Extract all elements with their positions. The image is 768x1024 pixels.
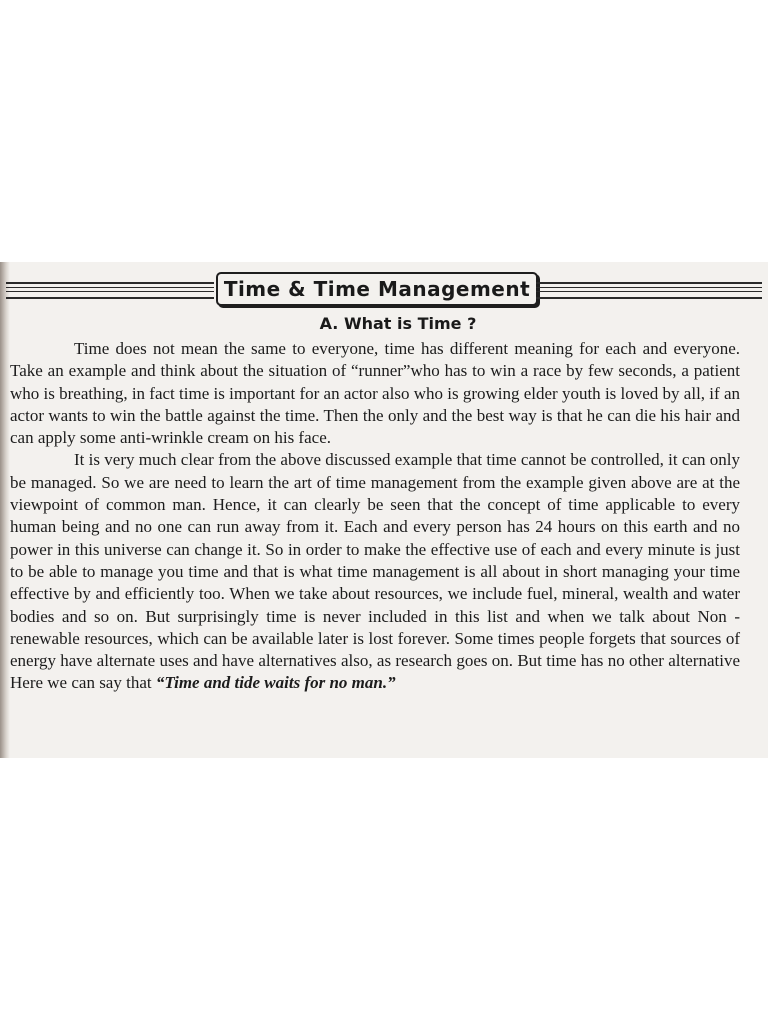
page-edge-shadow: [0, 262, 10, 758]
paragraph-2-quote: “Time and tide waits for no man.”: [155, 673, 396, 693]
section-heading: A. What is Time ?: [319, 314, 477, 333]
cutoff-next-line: [330, 746, 550, 754]
paragraph-1: Time does not mean the same to everyone, time has different meaning for each and everyone. Take an example and think about the situation of “runner”who has to win a race by few seconds, a patient who is breathing, in fact time is important for an actor also who is growing elder youth is loved by all, if an actor wants to win the battle against the time. Then the only and the best way is that he can die his hair and can apply some anti-wrinkle cream on his face.: [10, 339, 740, 448]
paragraph-2-text: It is very much clear from the above discussed example that time cannot be controlled, it can only be managed. So we are need to learn the art of time management from the example given above are at the viewpoint of common man. Hence, it can clearly be seen that the concept of time applicable to every human being and no one can run away from it. Each and every person has 24 hours on this earth and no power in this universe can change it. So in order to make the effective use of each and every minute is just to be able to manage you time and that is what time management is all about in short managing your time effective by and efficiently too. When we take about resources, we include fuel, mineral, wealth and water bodies and so on. But surprisingly time is never included in this list and when we talk about Non -renewable resources, which can be available later is lost forever. Some times people forgets that sources of energy have alternate uses and have alternatives also, as research goes on. But time has no other alternative Here we can say that: [10, 450, 740, 693]
paragraph-2: [10, 449, 740, 694]
body-text: [10, 338, 740, 695]
title-banner: [6, 272, 762, 306]
scanned-document: [0, 262, 768, 758]
decorative-rule-right: [536, 282, 762, 299]
document-title: Time & Time Management: [216, 272, 538, 306]
decorative-rule-left: [6, 282, 214, 299]
